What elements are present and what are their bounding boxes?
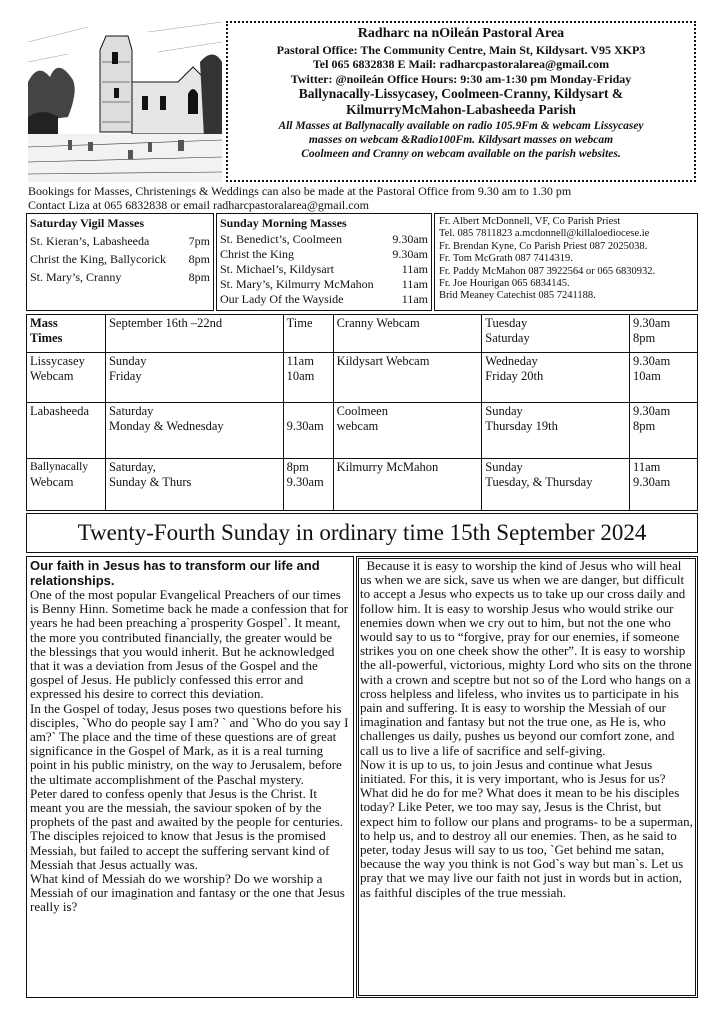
list-item: Our Lady Of the Wayside 11am: [220, 292, 428, 306]
table-row: Mass Times September 16th –22nd Time Cranny Webcam Tuesday Saturday 9.30am 8pm: [27, 315, 698, 353]
media-info-line2: masses on webcam &Radio100Fm. Kildysart masses on webcam: [308, 134, 614, 147]
article-paragraph: Because it is easy to worship the kind of Jesus who will heal us when we are sick, save us when we are danger, but difficult to accept a Jesus who expects us to take up our cross daily and follow him. It is easy to worship Jesus who would strike our enemies down when we cry out to him, but not the one who would say to us to “forgive, pray for our enemies, if someone strikes you on one cheek show the other”. It is easy to worship the all-powerful, victorious, mighty Lord who sits on the throne with a crown and sceptre but not so of the Lord who hangs on a cross helpless and lifeless, who invites us to participate in his pain and suffering. It is easy to worship the Messiah of our imagination and fantasy but not the true one, as He is, who challenges us daily, pushes us beyond our comfort zone, and call us to live a life of sacrifice and self-giving.: [360, 558, 696, 758]
article-paragraph: One of the most popular Evangelical Preachers of our times is Benny Hinn. Sometime back he made a confession that for years he had been preaching a`prosperity Gospel`. It meant, the more you contributed financially, the greater would be the blessings that you would inherit. But he acknowledged that it was a deviation from Jesus of the Gospel and the gospel of Jesus. He publicly confessed this error and expressed his desire to correct this deviation.: [30, 587, 349, 702]
twitter-hours-line: Twitter: @noileán Office Hours: 9:30 am-1:30 pm Monday-Friday: [290, 71, 632, 86]
pastoral-header: [226, 21, 696, 182]
sunday-morning-panel: [216, 213, 432, 311]
list-item: Fr. Joe Hourigan 065 6834145.: [439, 278, 570, 290]
article-right-column: [356, 556, 698, 998]
media-info-line3: Coolmeen and Cranny on webcam available on the parish websites.: [301, 147, 621, 160]
saturday-vigil-panel: [26, 213, 214, 311]
list-item: Christ the King 9.30am: [220, 247, 428, 261]
sunday-title-banner: Twenty-Fourth Sunday in ordinary time 15th September 2024: [26, 513, 698, 553]
list-item: Tel. 085 7811823 a.mcdonnell@killaloediocese.ie: [439, 228, 650, 240]
priests-contact-panel: [434, 213, 698, 311]
parish-names-line2: KilmurryMcMahon-Labasheeda Parish: [346, 102, 576, 118]
article-paragraph: What kind of Messiah do we worship? Do we worship a Messiah of our imagination and fantasy or the one that Jesus really is?: [30, 871, 345, 915]
list-item: Fr. Paddy McMahon 087 3922564 or 065 6830932.: [439, 265, 656, 277]
pastoral-office-address: Pastoral Office: The Community Centre, Main St, Kildysart. V95 XKP3: [276, 42, 646, 57]
list-item: Fr. Tom McGrath 087 7414319.: [439, 253, 573, 265]
saturday-vigil-heading: Saturday Vigil Masses: [30, 216, 145, 230]
list-item: St. Mary’s, Cranny 8pm: [30, 270, 210, 284]
list-item: St. Benedict’s, Coolmeen 9.30am: [220, 232, 428, 246]
mass-schedule-table: [26, 314, 698, 511]
list-item: Fr. Brendan Kyne, Co Parish Priest 087 2025038.: [439, 240, 648, 252]
article-paragraph: Peter dared to confess openly that Jesus is the Christ. It meant you are the messiah, the saviour spoken of by the prophets of the past and awaited by the people for centuries. The disciples rejoiced to know that Jesus is the promised Messiah, but failed to accept the suffering servant kind of Messiah that Jesus actually was.: [30, 785, 343, 872]
contact-line: Tel 065 6832838 E Mail: radharcpastoralarea@gmail.com: [312, 57, 610, 72]
table-row: Labasheeda Saturday Monday & Wednesday 9.30am Coolmeen webcam Sunday Thursday 19th 9.30am 8pm: [27, 403, 698, 459]
church-illustration: [28, 22, 222, 182]
list-item: Brid Meaney Catechist 085 7241188.: [439, 290, 596, 302]
article-heading: Our faith in Jesus has to transform our life and relationships.: [30, 558, 320, 588]
media-info-line1: All Masses at Ballynacally available on radio 105.9Fm & webcam Lissycasey: [278, 120, 644, 133]
bookings-line2: Contact Liza at 065 6832838 or email radharcpastoralarea@gmail.com: [28, 198, 369, 212]
table-row: Lissycasey Webcam Sunday Friday 11am 10am Kildysart Webcam Wedneday Friday 20th 9.30am 10am: [27, 353, 698, 403]
bookings-line1: Bookings for Masses, Christenings & Weddings can also be made at the Pastoral Office from 9.30 am to 1.30 pm: [28, 184, 572, 198]
article-paragraph: Now it is up to us, to join Jesus and continue what Jesus initiated. For this, it is very important, who is Jesus for us? What did he do for me? What does it mean to be his disciples today? Like Peter, we too may say, Jesus is the Christ, but expect him to follow our plans and programs- to be a superman, to help us, and to destroy all our enemies. Then, as he said to peter, today Jesus will say to us too, `Get behind me satan, because the way you think is not God`s way but man`s. Let us pray that we may live our faith not just in words but in action, as faithful disciples of the true messiah.: [360, 756, 693, 900]
bookings-notice: [28, 184, 708, 212]
article-left-column: [26, 556, 354, 998]
list-item: Christ the King, Ballycorick 8pm: [30, 252, 210, 266]
list-item: St. Mary’s, Kilmurry McMahon 11am: [220, 277, 428, 291]
article-paragraph: In the Gospel of today, Jesus poses two questions before his disciples, `Who do people say I am? ` and `Who do you say I am?` The place and the time of these questions are of great significance in the Gospel of Mark, as it is a real turning point in his public ministry, on the way to Jerusalem, before the ultimate accomplishment of the Paschal mystery.: [30, 700, 349, 787]
pastoral-area-title: Radharc na nOileán Pastoral Area: [357, 26, 565, 41]
parish-names-line1: Ballynacally-Lissycasey, Coolmeen-Cranny, Kildysart &: [298, 85, 624, 101]
list-item: St. Michael’s, Kildysart 11am: [220, 262, 428, 276]
table-row: Ballynacally Webcam Saturday, Sunday & Thurs 8pm 9.30am Kilmurry McMahon Sunday Tuesday, & Thursday 11am 9.30am: [27, 459, 698, 511]
list-item: St. Kieran’s, Labasheeda 7pm: [30, 234, 210, 248]
list-item: Fr. Albert McDonnell, VF, Co Parish Priest: [439, 216, 621, 227]
sunday-morning-heading: Sunday Morning Masses: [220, 216, 347, 230]
